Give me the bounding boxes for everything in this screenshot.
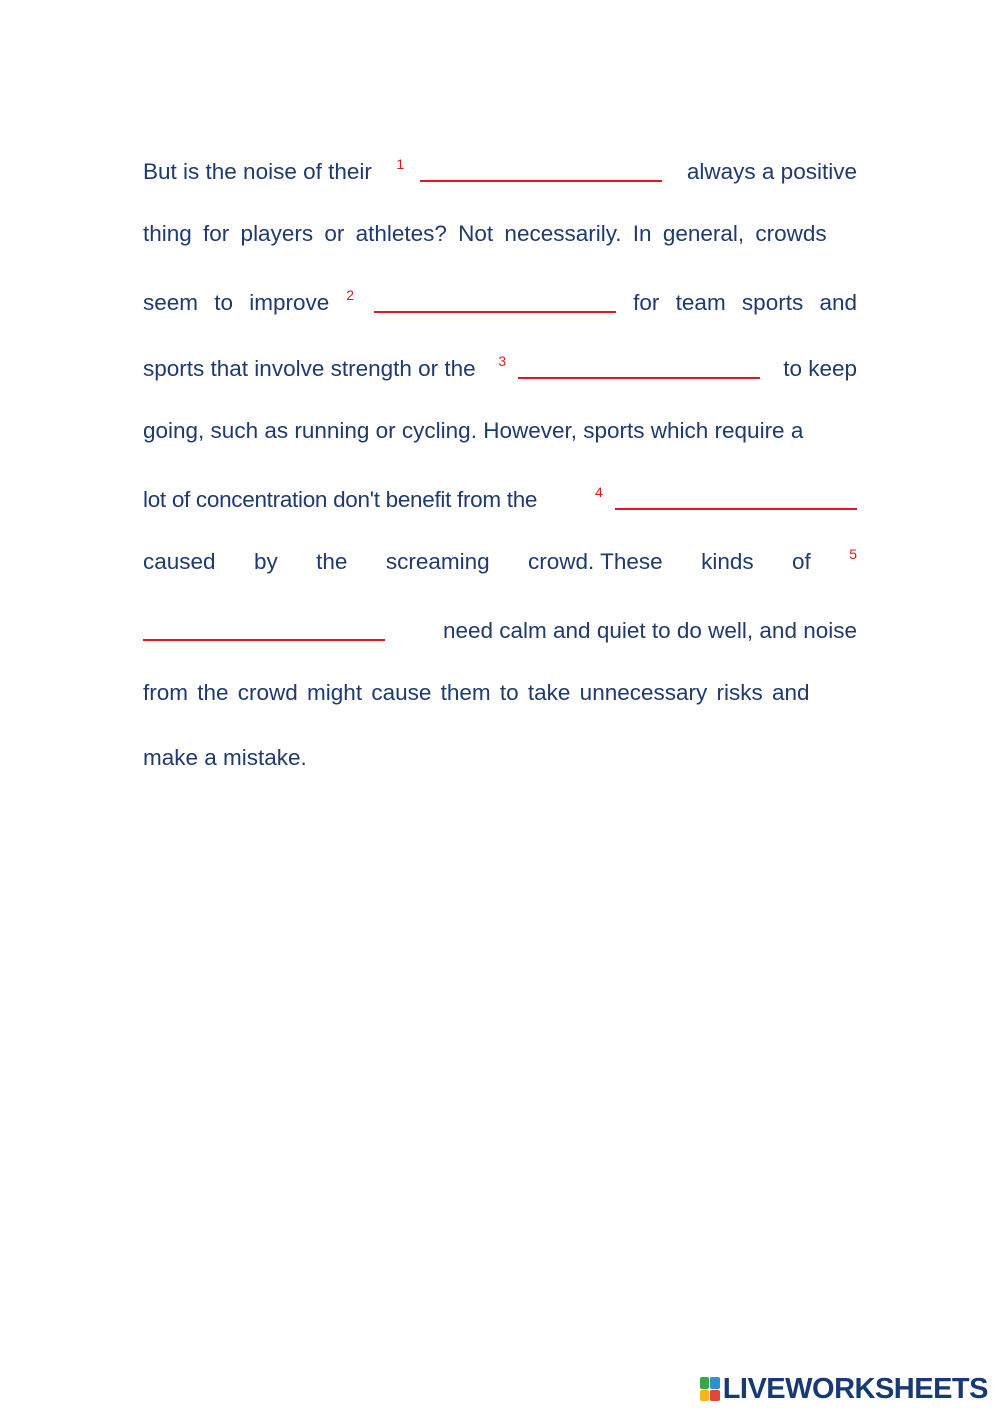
blank-number-3: 3 xyxy=(498,353,507,369)
text-line-5 xyxy=(143,418,857,458)
text-segment: going, such as running or cycling. However, sports which require a xyxy=(143,418,804,443)
text-line-10 xyxy=(143,745,857,785)
blank-number-4: 4 xyxy=(594,484,603,500)
blank-group-1 xyxy=(396,155,662,185)
text-segment: for team sports and xyxy=(633,290,857,315)
liveworksheets-logo xyxy=(700,1372,988,1406)
text-segment: But is the noise of their xyxy=(143,159,372,184)
blank-group-4 xyxy=(595,483,857,513)
answer-blank-1[interactable] xyxy=(420,158,662,182)
blank-number-2: 2 xyxy=(346,287,354,303)
text-word: caused xyxy=(143,549,216,574)
text-segment: from the crowd might cause them to take unnecessary risks and xyxy=(143,680,810,705)
liveworksheets-logo-icon xyxy=(700,1377,720,1401)
text-segment: make a mistake. xyxy=(143,745,307,770)
logo-text: LIVEWORKSHEETS xyxy=(722,1372,988,1405)
text-line-4 xyxy=(143,352,857,392)
answer-blank-4[interactable] xyxy=(615,486,857,510)
text-line-7 xyxy=(143,546,857,589)
blank-group-3 xyxy=(498,352,760,382)
answer-blank-5[interactable] xyxy=(143,617,385,641)
text-segment: to keep xyxy=(783,356,857,381)
text-word: kinds xyxy=(701,549,754,574)
text-line-3 xyxy=(143,286,857,326)
answer-blank-2[interactable] xyxy=(374,289,616,313)
text-segment: thing for players or athletes? Not necessarily. In general, crowds xyxy=(143,221,827,246)
blank-number-5: 5 xyxy=(849,546,857,562)
text-line-1 xyxy=(143,155,857,195)
text-segment: lot of concentration don't benefit from the xyxy=(143,487,538,512)
text-line-8 xyxy=(143,614,857,654)
text-word: by xyxy=(253,549,278,574)
answer-blank-3[interactable] xyxy=(518,355,760,379)
text-word: the xyxy=(316,549,348,574)
text-segment: sports that involve strength or the xyxy=(143,356,476,381)
text-line-6 xyxy=(143,483,857,523)
text-line-9 xyxy=(143,680,857,720)
text-word: screaming xyxy=(385,549,490,574)
text-segment: always a positive xyxy=(686,159,857,184)
text-segment: need calm and quiet to do well, and noise xyxy=(442,618,857,643)
text-word: crowd. These xyxy=(528,549,663,574)
text-segment: seem to improve xyxy=(143,290,330,315)
text-word: of xyxy=(792,549,811,574)
blank-number-1: 1 xyxy=(396,156,405,172)
blank-group-2 xyxy=(346,286,616,316)
text-line-2 xyxy=(143,221,857,261)
